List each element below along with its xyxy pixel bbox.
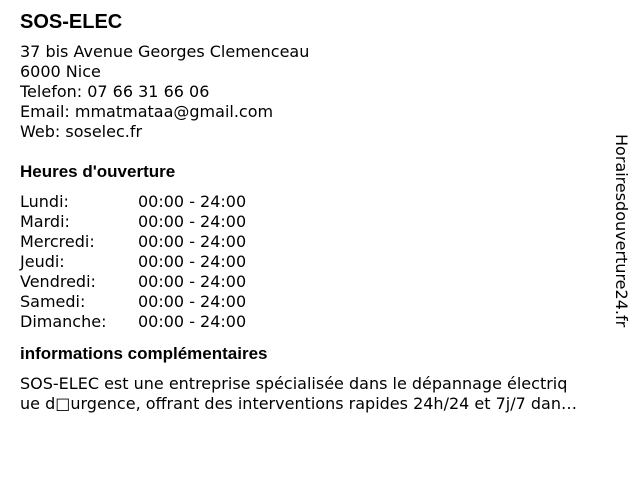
hours-day: Samedi: (20, 292, 86, 311)
hours-day: Lundi: (20, 192, 69, 211)
address-city: 6000 Nice (20, 62, 101, 81)
web-text: Web: soselec.fr (20, 122, 143, 141)
hours-time: 00:00 - 24:00 (138, 292, 247, 311)
contact-block (20, 42, 610, 142)
hours-row-samedi (20, 292, 610, 312)
info-description (20, 374, 630, 414)
info-heading: informations complémentaires (20, 344, 268, 363)
business-card (20, 10, 610, 414)
hours-row-lundi (20, 192, 610, 212)
site-watermark: Horairesdouverture24.fr (612, 134, 631, 328)
hours-heading: Heures d'ouverture (20, 162, 176, 181)
hours-time: 00:00 - 24:00 (138, 272, 247, 291)
hours-day: Mardi: (20, 212, 70, 231)
hours-time: 00:00 - 24:00 (138, 252, 247, 271)
hours-table (20, 192, 610, 332)
hours-row-jeudi (20, 252, 610, 272)
phone-text: Telefon: 07 66 31 66 06 (20, 82, 210, 101)
hours-day: Dimanche: (20, 312, 107, 331)
info-line: SOS-ELEC est une entreprise spécialisée dans le dépannage électriq (20, 374, 568, 393)
hours-row-dimanche (20, 312, 610, 332)
hours-row-vendredi (20, 272, 610, 292)
hours-time: 00:00 - 24:00 (138, 212, 247, 231)
hours-row-mardi (20, 212, 610, 232)
hours-time: 00:00 - 24:00 (138, 232, 247, 251)
hours-day: Vendredi: (20, 272, 96, 291)
info-line: ue d□urgence, offrant des interventions rapides 24h/24 et 7j/7 dan… (20, 394, 577, 413)
business-name: SOS-ELEC (20, 11, 123, 33)
address-street: 37 bis Avenue Georges Clemenceau (20, 42, 310, 61)
hours-day: Mercredi: (20, 232, 95, 251)
hours-day: Jeudi: (20, 252, 65, 271)
hours-row-mercredi (20, 232, 610, 252)
email-text: Email: mmatmataa@gmail.com (20, 102, 274, 121)
hours-time: 00:00 - 24:00 (138, 192, 247, 211)
hours-time: 00:00 - 24:00 (138, 312, 247, 331)
